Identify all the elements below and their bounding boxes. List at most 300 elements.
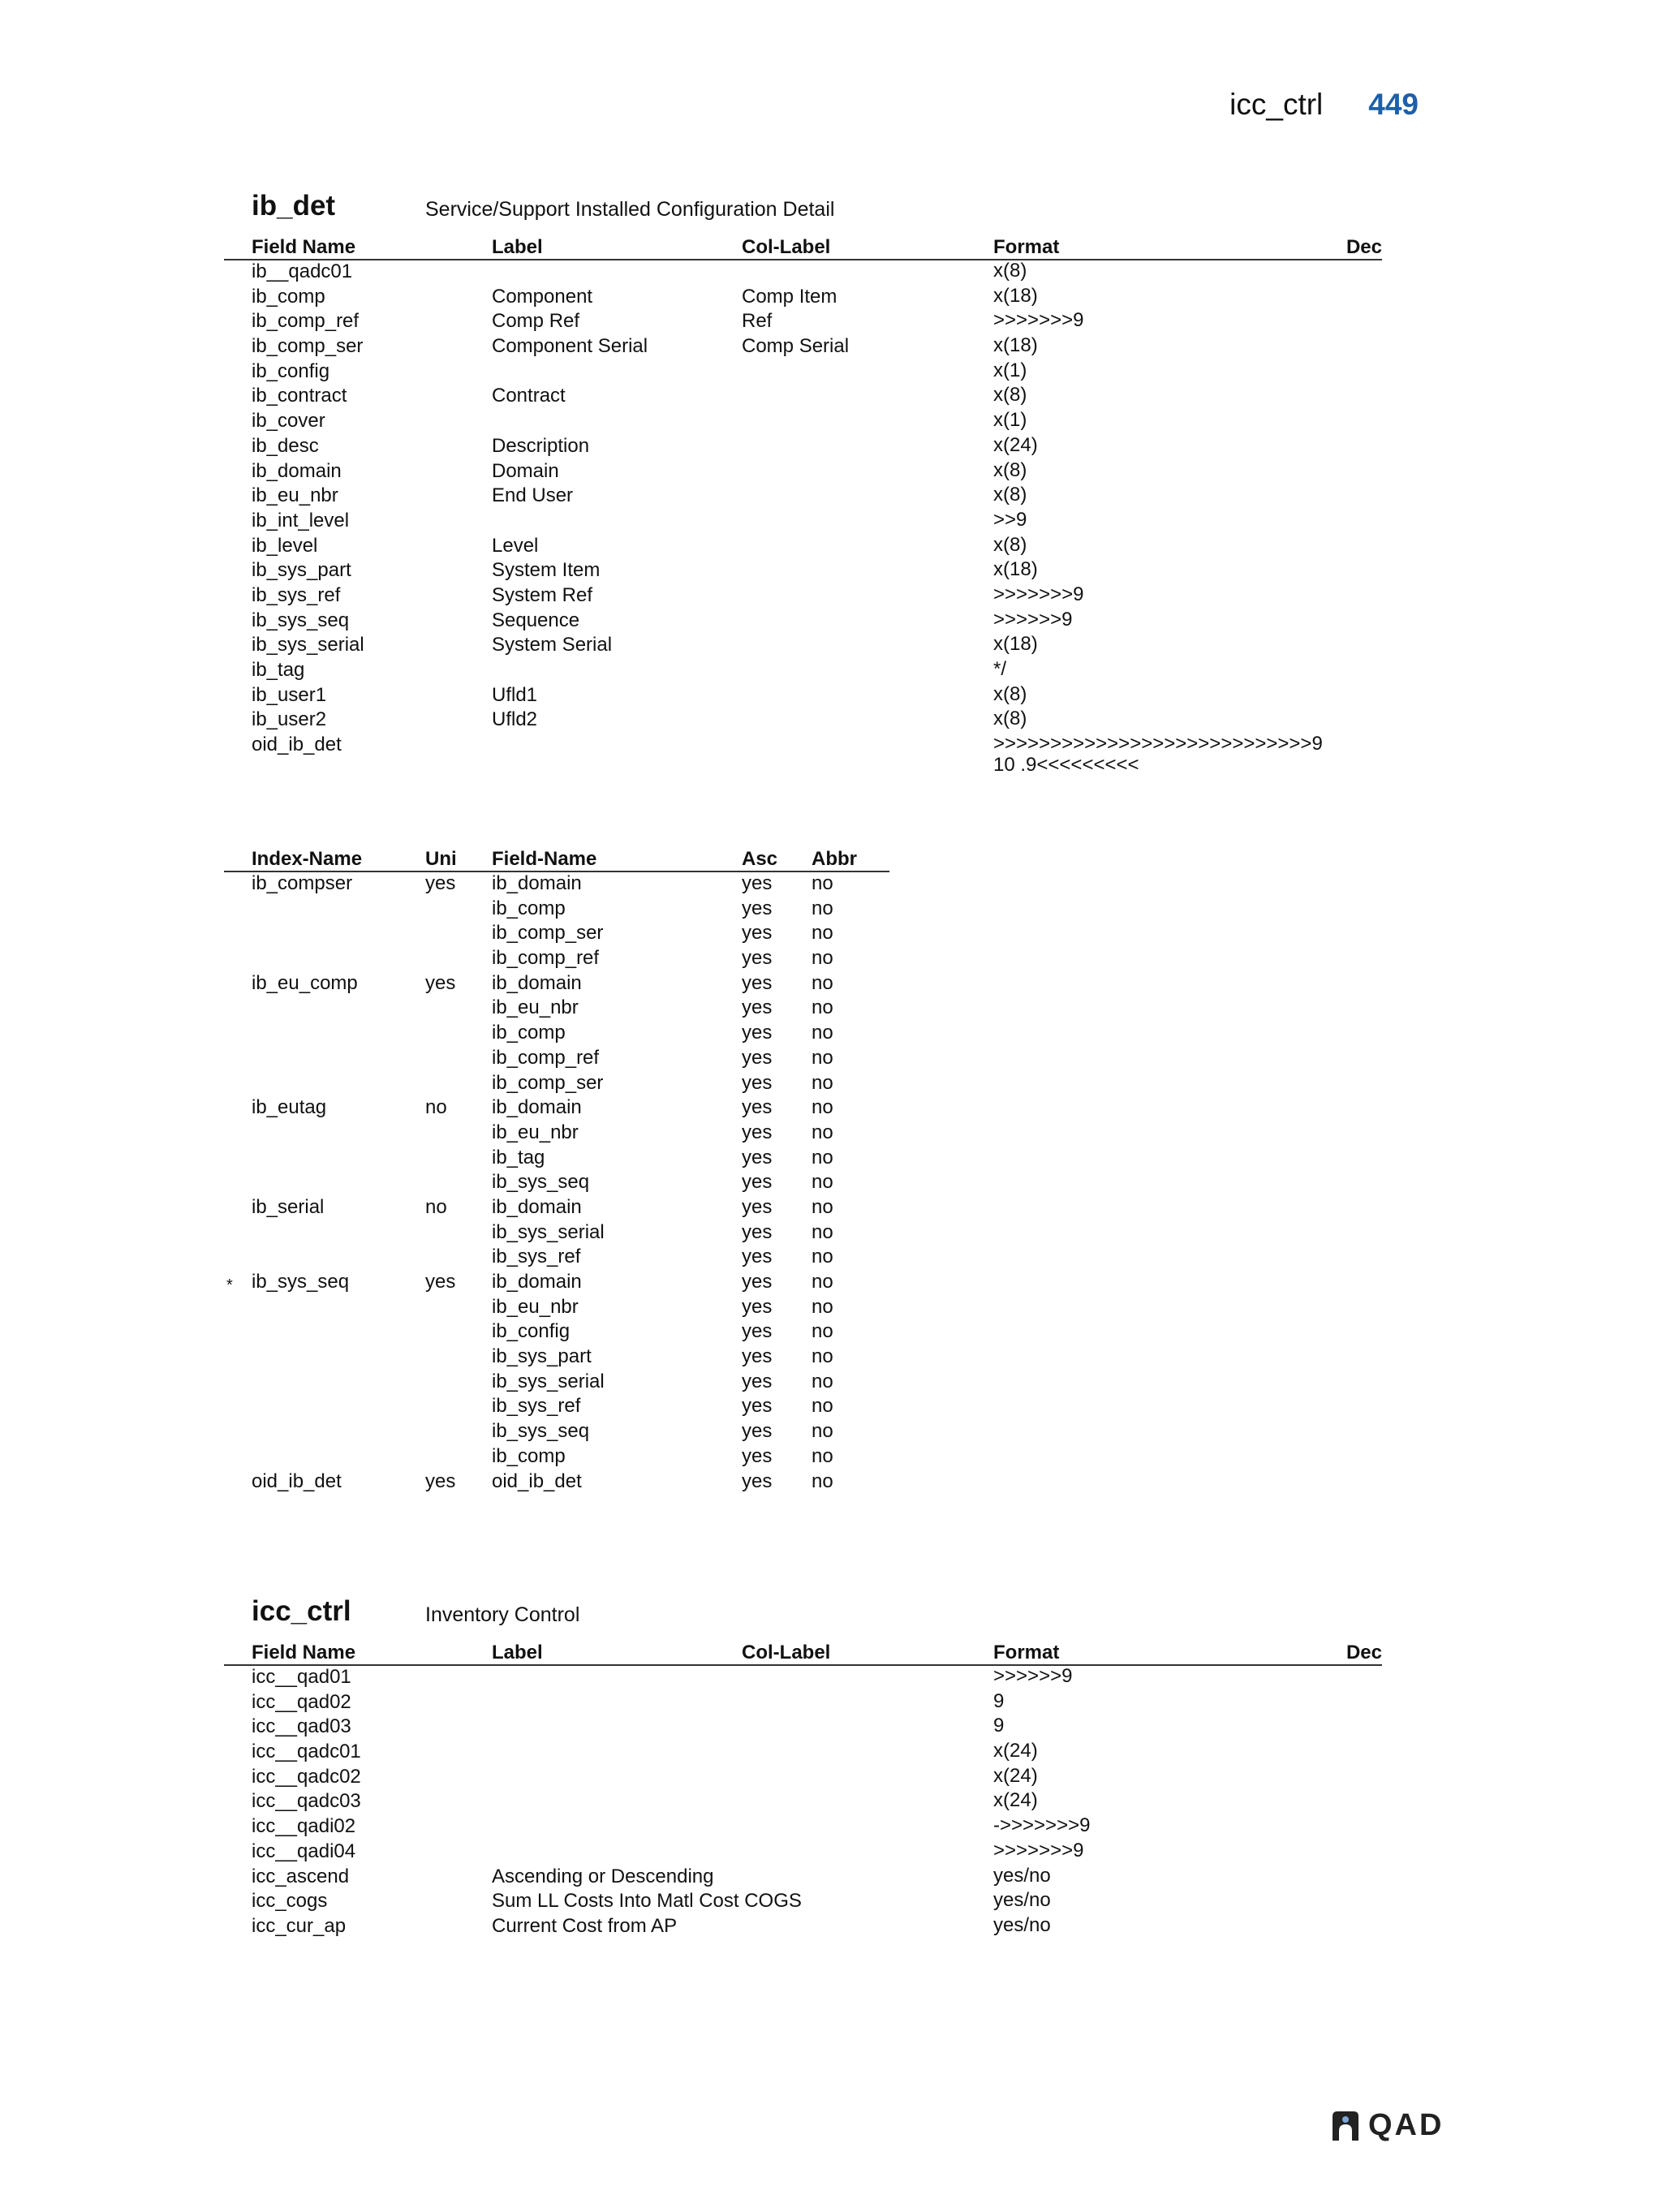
table-row <box>224 871 889 897</box>
field-name-cell: ib_sys_seq <box>252 609 350 631</box>
label-cell: End User <box>492 484 574 507</box>
index-table-header-row <box>224 844 889 871</box>
dec-cell <box>1334 659 1382 684</box>
dec-cell <box>1334 1866 1382 1891</box>
field-name-cell: ib_sys_ref <box>252 583 341 606</box>
label-cell <box>492 1790 742 1815</box>
abbr-cell: no <box>812 1071 833 1094</box>
abbr-cell: no <box>812 1370 833 1392</box>
table-row <box>224 1196 889 1221</box>
abbr-cell: no <box>812 872 833 894</box>
dec-cell <box>1334 684 1382 709</box>
asc-cell: yes <box>742 872 773 894</box>
col-label-cell <box>742 734 993 776</box>
format-cell: x(8) <box>993 260 1027 282</box>
field-name-cell: ib_comp <box>492 1022 566 1044</box>
uni-cell <box>425 1320 492 1345</box>
field-table-header-row <box>224 232 1382 260</box>
col-header-col-label: Col-Label <box>742 232 993 260</box>
uni-cell <box>425 1072 492 1097</box>
format-cell: x(8) <box>993 384 1027 407</box>
index-name-cell <box>224 1196 425 1221</box>
table-row <box>224 1246 889 1271</box>
dec-cell <box>1334 1815 1382 1840</box>
col-label-cell <box>742 1741 993 1766</box>
col-label-cell <box>742 385 993 410</box>
ib-det-section <box>224 183 1382 776</box>
field-name-cell: ib_comp_ser <box>492 1071 604 1094</box>
uni-cell <box>425 1345 492 1371</box>
field-name-cell: ib_comp_ser <box>252 335 364 358</box>
dec-cell <box>1334 1915 1382 1940</box>
field-name-cell: ib_sys_serial <box>492 1220 605 1243</box>
dec-cell <box>1334 260 1382 286</box>
dec-cell <box>1334 1691 1382 1716</box>
label-cell <box>492 360 742 385</box>
col-label-cell <box>742 708 993 734</box>
field-name-cell: icc_cur_ap <box>252 1914 347 1937</box>
uni-cell <box>425 922 492 947</box>
field-name-cell: ib_domain <box>252 459 342 482</box>
table-row <box>224 609 1382 635</box>
format-cell: x(1) <box>993 409 1027 432</box>
col-label-cell <box>742 659 993 684</box>
format-cell: yes/no <box>993 1913 1051 1936</box>
table-row <box>224 1915 1382 1940</box>
table-row <box>224 460 1382 485</box>
label-cell <box>492 1840 742 1866</box>
col-label-cell <box>742 460 993 485</box>
field-name-cell: icc__qad01 <box>252 1666 351 1688</box>
format-cell: yes/no <box>993 1889 1051 1912</box>
asc-cell: yes <box>742 922 773 945</box>
asc-cell: yes <box>742 1171 773 1194</box>
col-label-cell <box>742 260 993 286</box>
field-table-header-row <box>224 1637 1382 1665</box>
asc-cell: yes <box>742 1395 773 1418</box>
table-row <box>224 708 1382 734</box>
table-row <box>224 947 889 972</box>
field-name-cell: icc__qadi02 <box>252 1815 356 1838</box>
abbr-cell: no <box>812 1121 833 1143</box>
dec-cell <box>1334 335 1382 360</box>
table-row <box>224 1345 889 1371</box>
table-row <box>224 1271 889 1296</box>
label-cell <box>492 1665 742 1691</box>
label-cell <box>492 260 742 286</box>
index-name-cell <box>224 897 425 923</box>
index-name-cell <box>224 1320 425 1345</box>
col-label-cell <box>742 510 993 535</box>
col-label-cell <box>742 609 993 635</box>
field-name-cell: ib_comp <box>492 1444 566 1467</box>
field-name-cell: oid_ib_det <box>492 1470 582 1492</box>
index-name-cell <box>224 1047 425 1072</box>
index-name-cell <box>224 1246 425 1271</box>
asc-cell: yes <box>742 1046 773 1069</box>
label-cell <box>492 1691 742 1716</box>
table-name: icc_ctrl <box>252 1595 351 1627</box>
dec-cell <box>1334 410 1382 435</box>
label-cell: Contract <box>492 385 566 407</box>
col-label-cell <box>742 435 993 460</box>
table-row <box>224 1665 1382 1691</box>
dec-cell <box>1334 360 1382 385</box>
abbr-cell: no <box>812 1171 833 1194</box>
table-row <box>224 1866 1382 1891</box>
index-name-cell <box>224 1395 425 1420</box>
table-row <box>224 684 1382 709</box>
col-label-cell <box>742 1815 993 1840</box>
format-cell: x(8) <box>993 533 1027 556</box>
label-cell: Comp Ref <box>492 310 580 333</box>
index-name-cell <box>224 996 425 1022</box>
col-header-uni: Uni <box>425 844 492 871</box>
table-row <box>224 1790 1382 1815</box>
abbr-cell: no <box>812 947 833 970</box>
col-header-dec: Dec <box>1334 1637 1382 1665</box>
format-cell: x(24) <box>993 1764 1038 1787</box>
index-name-text: ib_serial <box>252 1195 325 1218</box>
field-name-cell: icc__qadc03 <box>252 1790 361 1813</box>
format-cell: ->>>>>>>9 <box>993 1814 1091 1837</box>
abbr-cell: no <box>812 1246 833 1268</box>
field-name-cell: ib_domain <box>492 1195 582 1218</box>
field-table <box>224 232 1382 776</box>
format-cell: >>>>>>9 <box>993 608 1073 630</box>
table-row <box>224 922 889 947</box>
dec-cell <box>1334 435 1382 460</box>
col-label-cell: Comp Item <box>742 285 837 308</box>
field-name-cell: ib_sys_ref <box>492 1246 581 1268</box>
col-label-cell <box>742 1766 993 1791</box>
dec-cell <box>1334 1715 1382 1741</box>
field-name-cell: ib_config <box>492 1320 571 1343</box>
field-name-cell: ib_domain <box>492 872 582 894</box>
page-number: 449 <box>1368 88 1419 121</box>
col-header-format: Format <box>993 1637 1334 1665</box>
label-cell: System Item <box>492 559 601 582</box>
abbr-cell: no <box>812 1320 833 1343</box>
index-name-cell <box>224 1121 425 1147</box>
index-name-text: oid_ib_det <box>252 1470 342 1492</box>
format-cell: x(18) <box>993 558 1038 581</box>
index-name-cell <box>224 947 425 972</box>
table-row <box>224 1741 1382 1766</box>
field-table-body <box>224 260 1382 776</box>
index-name-text: ib_compser <box>252 872 353 894</box>
label-cell: System Ref <box>492 583 593 606</box>
asc-cell: yes <box>742 1470 773 1492</box>
abbr-cell: no <box>812 1295 833 1318</box>
field-name-cell: icc_cogs <box>252 1890 328 1913</box>
table-row <box>224 310 1382 335</box>
format-cell: */ <box>993 658 1007 680</box>
dec-cell <box>1334 708 1382 734</box>
table-description: Inventory Control <box>425 1603 580 1626</box>
uni-cell <box>425 1121 492 1147</box>
field-name-cell: icc__qadc02 <box>252 1765 361 1788</box>
field-name-cell: ib_domain <box>492 1271 582 1293</box>
col-header-col-label: Col-Label <box>742 1637 993 1665</box>
format-cell: x(24) <box>993 1740 1038 1762</box>
field-name-cell: ib_sys_part <box>252 559 351 582</box>
table-row <box>224 1890 1382 1915</box>
format-cell: >>>>>>>>>>>>>>>>>>>>>>>>>>>>9 10 .9<<<<<<<<< <box>993 733 1323 777</box>
asc-cell: yes <box>742 1345 773 1368</box>
table-row <box>224 1147 889 1172</box>
col-label-cell <box>742 634 993 659</box>
abbr-cell: no <box>812 1420 833 1443</box>
table-row <box>224 659 1382 684</box>
label-cell: Ascending or Descending <box>492 1865 714 1887</box>
table-description: Service/Support Installed Configuration Detail <box>425 198 835 221</box>
table-row <box>224 1072 889 1097</box>
abbr-cell: no <box>812 971 833 994</box>
qad-logo <box>1329 2108 1444 2143</box>
col-header-label: Label <box>492 232 742 260</box>
table-row <box>224 1121 889 1147</box>
abbr-cell: no <box>812 1271 833 1293</box>
field-name-cell: ib_sys_serial <box>492 1370 605 1392</box>
col-label-cell <box>742 1665 993 1691</box>
field-name-cell: ib_int_level <box>252 509 350 531</box>
uni-cell <box>425 1296 492 1321</box>
table-row <box>224 1371 889 1396</box>
label-cell: System Serial <box>492 634 613 656</box>
table-row <box>224 559 1382 584</box>
col-header-field-name: Field Name <box>224 232 492 260</box>
dec-cell <box>1334 484 1382 510</box>
col-label-cell <box>742 1866 993 1891</box>
field-name-cell: ib_config <box>252 359 330 382</box>
field-name-cell: ib_user1 <box>252 683 327 706</box>
table-row <box>224 286 1382 311</box>
col-label-cell <box>742 1915 993 1940</box>
field-name-cell: ib_sys_seq <box>492 1171 590 1194</box>
uni-cell <box>425 996 492 1022</box>
label-cell: Component <box>492 285 593 308</box>
uni-cell: no <box>425 1195 447 1218</box>
col-label-cell <box>742 684 993 709</box>
col-label-cell: Ref <box>742 310 773 333</box>
col-header-index-name: Index-Name <box>224 844 425 871</box>
dec-cell <box>1334 609 1382 635</box>
field-name-cell: ib_contract <box>252 385 347 407</box>
label-cell: Ufld2 <box>492 708 538 731</box>
col-label-cell <box>742 1790 993 1815</box>
label-cell: Level <box>492 534 539 557</box>
qad-logo-icon <box>1329 2110 1362 2142</box>
table-row <box>224 1320 889 1345</box>
field-name-cell: ib_domain <box>492 1096 582 1119</box>
label-cell: Current Cost from AP <box>492 1914 678 1937</box>
format-cell: >>>>>>9 <box>993 1665 1073 1687</box>
field-name-cell: ib_tag <box>492 1146 545 1168</box>
field-name-cell: ib_sys_seq <box>492 1420 590 1443</box>
uni-cell <box>425 1221 492 1246</box>
uni-cell: yes <box>425 1271 456 1293</box>
table-row <box>224 360 1382 385</box>
col-header-asc: Asc <box>742 844 812 871</box>
uni-cell <box>425 947 492 972</box>
field-name-cell: ib_eu_nbr <box>492 1295 579 1318</box>
asc-cell: yes <box>742 897 773 919</box>
uni-cell <box>425 1171 492 1196</box>
table-row <box>224 734 1382 776</box>
table-row <box>224 484 1382 510</box>
abbr-cell: no <box>812 1395 833 1418</box>
col-header-abbr: Abbr <box>812 844 889 871</box>
table-row <box>224 1766 1382 1791</box>
field-name-cell: ib_sys_ref <box>492 1395 581 1418</box>
label-cell <box>492 510 742 535</box>
asc-cell: yes <box>742 1420 773 1443</box>
col-label-cell <box>742 1691 993 1716</box>
table-row <box>224 1171 889 1196</box>
uni-cell <box>425 1246 492 1271</box>
dec-cell <box>1334 1741 1382 1766</box>
format-cell: yes/no <box>993 1864 1051 1887</box>
format-cell: >>9 <box>993 508 1027 531</box>
uni-cell: yes <box>425 971 456 994</box>
abbr-cell: no <box>812 1096 833 1119</box>
uni-cell <box>425 1147 492 1172</box>
table-heading <box>224 1589 1382 1634</box>
format-cell: x(1) <box>993 359 1027 381</box>
index-name-cell <box>224 1221 425 1246</box>
uni-cell <box>425 1395 492 1420</box>
col-header-field-name: Field Name <box>224 1637 492 1665</box>
field-name-cell: ib_tag <box>252 659 305 681</box>
field-name-cell: ib_comp <box>492 897 566 919</box>
col-header-label: Label <box>492 1637 742 1665</box>
index-name-cell <box>224 972 425 997</box>
asc-cell: yes <box>742 971 773 994</box>
index-name-cell <box>224 1371 425 1396</box>
dec-cell <box>1334 1790 1382 1815</box>
format-cell: x(8) <box>993 682 1027 705</box>
asc-cell: yes <box>742 1195 773 1218</box>
dec-cell <box>1334 535 1382 560</box>
index-table-body <box>224 871 889 1495</box>
asc-cell: yes <box>742 996 773 1019</box>
format-cell: >>>>>>>9 <box>993 1839 1084 1861</box>
asc-cell: yes <box>742 1295 773 1318</box>
ib-det-index-section <box>224 844 1382 1495</box>
index-name-cell <box>224 1096 425 1121</box>
col-label-cell <box>742 559 993 584</box>
field-name-cell: ib_eu_nbr <box>492 1121 579 1143</box>
field-name-cell: ib_desc <box>252 434 319 457</box>
field-table-body <box>224 1665 1382 1940</box>
format-cell: x(8) <box>993 708 1027 730</box>
dec-cell <box>1334 310 1382 335</box>
dec-cell <box>1334 734 1382 776</box>
uni-cell: no <box>425 1096 447 1119</box>
field-name-cell: ib_comp_ref <box>492 947 600 970</box>
label-cell: Domain <box>492 459 559 482</box>
label-cell <box>492 1715 742 1741</box>
field-name-cell: ib_cover <box>252 410 325 433</box>
table-row <box>224 1715 1382 1741</box>
uni-cell <box>425 897 492 923</box>
format-cell: x(24) <box>993 1789 1038 1812</box>
col-label-cell <box>742 1840 993 1866</box>
abbr-cell: no <box>812 1444 833 1467</box>
field-name-cell: ib_comp <box>252 285 325 308</box>
asc-cell: yes <box>742 1320 773 1343</box>
uni-cell <box>425 1371 492 1396</box>
logo-text: QAD <box>1368 2108 1445 2142</box>
dec-cell <box>1334 510 1382 535</box>
asc-cell: yes <box>742 1121 773 1143</box>
label-cell: Sum LL Costs Into Matl Cost COGS <box>492 1890 802 1913</box>
format-cell: x(8) <box>993 458 1027 481</box>
col-label-cell <box>742 360 993 385</box>
table-row <box>224 535 1382 560</box>
index-name-text: ib_sys_seq <box>252 1271 350 1293</box>
format-cell: x(18) <box>993 633 1038 656</box>
field-name-cell: ib_sys_serial <box>252 634 364 656</box>
format-cell: x(18) <box>993 334 1038 357</box>
field-name-cell: ib_domain <box>492 971 582 994</box>
abbr-cell: no <box>812 1470 833 1492</box>
index-name-cell <box>224 871 425 897</box>
abbr-cell: no <box>812 1046 833 1069</box>
index-name-cell <box>224 1072 425 1097</box>
abbr-cell: no <box>812 996 833 1019</box>
format-cell: >>>>>>>9 <box>993 309 1084 332</box>
uni-cell <box>425 1420 492 1445</box>
col-header-format: Format <box>993 232 1334 260</box>
col-label-cell <box>742 484 993 510</box>
field-name-cell: ib_comp_ref <box>252 310 360 333</box>
col-label-cell <box>742 535 993 560</box>
dec-cell <box>1334 584 1382 609</box>
abbr-cell: no <box>812 1345 833 1368</box>
table-row <box>224 1840 1382 1866</box>
field-name-cell: icc__qad03 <box>252 1715 351 1738</box>
icc-ctrl-section <box>224 1589 1382 1940</box>
label-cell: Ufld1 <box>492 683 538 706</box>
asc-cell: yes <box>742 1071 773 1094</box>
index-name-cell <box>224 1445 425 1470</box>
label-cell <box>492 410 742 435</box>
index-name-cell <box>224 1147 425 1172</box>
field-name-cell: ib_eu_nbr <box>252 484 338 507</box>
table-row <box>224 1221 889 1246</box>
table-heading <box>224 183 1382 229</box>
dec-cell <box>1334 1766 1382 1791</box>
dec-cell <box>1334 385 1382 410</box>
dec-cell <box>1334 1665 1382 1691</box>
label-cell <box>492 1741 742 1766</box>
table-row <box>224 335 1382 360</box>
asc-cell: yes <box>742 1220 773 1243</box>
primary-index-marker: * <box>226 1276 233 1294</box>
index-name-text: ib_eu_comp <box>252 971 358 994</box>
col-label-cell <box>742 584 993 609</box>
label-cell: Sequence <box>492 609 580 631</box>
abbr-cell: no <box>812 1022 833 1044</box>
table-row <box>224 897 889 923</box>
table-row <box>224 972 889 997</box>
label-cell <box>492 1766 742 1791</box>
table-row <box>224 1691 1382 1716</box>
index-name-cell <box>224 922 425 947</box>
table-row <box>224 1047 889 1072</box>
